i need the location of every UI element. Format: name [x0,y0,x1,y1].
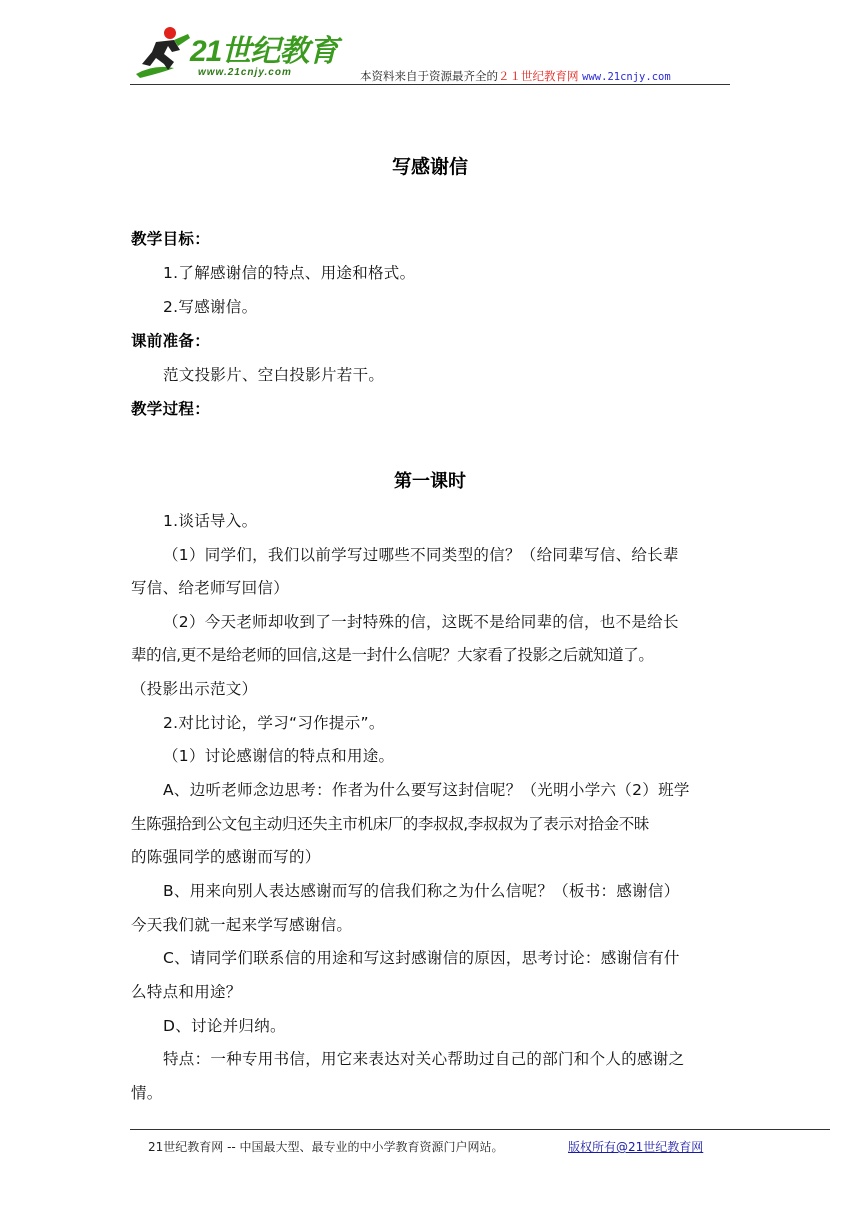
site-logo[interactable] [130,22,350,84]
body-line: 生陈强拾到公文包主动归还失主市机床厂的李叔叔,李叔叔为了表示对拾金不昧 [131,815,649,833]
body-line: 今天我们就一起来学写感谢信。 [131,916,353,934]
header-site-name[interactable]: ２１世纪教育网 [498,69,579,83]
goal-item: 2.写感谢信。 [163,298,258,316]
body-line: A、边听老师念边思考：作者为什么要写这封信呢？（光明小学六（2）班学 [163,781,690,799]
body-line: （1）同学们，我们以前学写过哪些不同类型的信？（给同辈写信、给长辈 [163,546,679,564]
body-line: 的陈强同学的感谢而写的） [131,848,321,866]
header-note-prefix: 本资料来自于资源最齐全的 [360,69,498,83]
body-line: 写信、给老师写回信） [131,579,290,597]
body-line: 辈的信,更不是给老师的回信,这是一封什么信呢？大家看了投影之后就知道了。 [131,646,654,664]
body-line: （1）讨论感谢信的特点和用途。 [163,747,395,765]
body-line: 1.谈话导入。 [163,512,258,530]
body-line: 么特点和用途？ [131,983,242,1001]
prep-heading: 课前准备： [131,332,211,350]
body-line: （2）今天老师却收到了一封特殊的信，这既不是给同辈的信，也不是给长 [163,613,679,631]
running-figure-icon [134,24,194,80]
body-line: 情。 [131,1084,163,1102]
header-divider [130,84,730,85]
goal-item: 1.了解感谢信的特点、用途和格式。 [163,264,416,282]
body-line: 2.对比讨论，学习“习作提示”。 [163,714,385,732]
process-heading: 教学过程： [131,400,211,418]
logo-text: 21世纪教育 [190,35,338,68]
page-header [130,20,730,86]
header-note [360,68,671,84]
prep-text: 范文投影片、空白投影片若干。 [163,366,385,384]
logo-url: www.21cnjy.com [198,67,292,78]
header-site-url[interactable]: www.21cnjy.com [582,71,671,83]
document-title: 写感谢信 [391,156,468,178]
body-line: D、讨论并归纳。 [163,1017,286,1035]
footer-text: 21世纪教育网 -- 中国最大型、最专业的中小学教育资源门户网站。 [148,1140,504,1154]
section-title: 第一课时 [394,471,466,492]
body-line: （投影出示范文） [131,680,258,698]
body-line: C、请同学们联系信的用途和写这封感谢信的原因，思考讨论：感谢信有什 [163,949,680,967]
body-line: B、用来向别人表达感谢而写的信我们称之为什么信呢？（板书：感谢信） [163,882,680,900]
goals-heading: 教学目标： [131,230,211,248]
copyright-link[interactable]: 版权所有@21世纪教育网 [568,1140,704,1154]
body-line: 特点：一种专用书信，用它来表达对关心帮助过自己的部门和个人的感谢之 [163,1050,685,1068]
footer-divider [130,1129,830,1130]
